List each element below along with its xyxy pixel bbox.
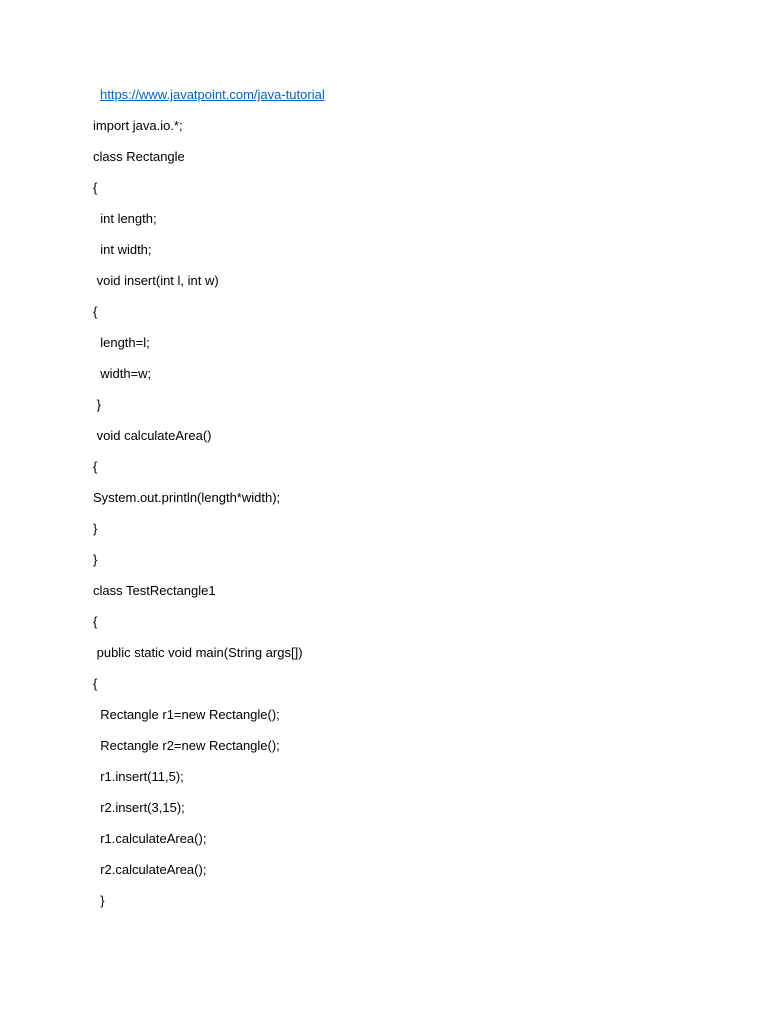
- code-line: }: [93, 521, 98, 536]
- code-line: Rectangle r2=new Rectangle();: [93, 738, 280, 753]
- javatpoint-tutorial-link[interactable]: https://www.javatpoint.com/java-tutorial: [100, 87, 325, 102]
- code-line: }: [93, 893, 105, 908]
- code-line: {: [93, 459, 98, 474]
- code-line: {: [93, 676, 98, 691]
- code-line: r2.calculateArea();: [93, 862, 207, 877]
- code-line: System.out.println(length*width);: [93, 490, 281, 505]
- code-line: {: [93, 180, 98, 195]
- code-line: }: [93, 397, 101, 412]
- code-line: {: [93, 614, 98, 629]
- code-line: Rectangle r1=new Rectangle();: [93, 707, 280, 722]
- code-line: public static void main(String args[]): [93, 645, 303, 660]
- code-line: width=w;: [93, 366, 152, 381]
- code-line: r2.insert(3,15);: [93, 800, 185, 815]
- code-line: {: [93, 304, 98, 319]
- code-line: import java.io.*;: [93, 118, 183, 133]
- code-line: void insert(int l, int w): [93, 273, 219, 288]
- code-line: }: [93, 552, 98, 567]
- code-line: void calculateArea(): [93, 428, 212, 443]
- code-line: r1.insert(11,5);: [93, 769, 184, 784]
- code-line: class TestRectangle1: [93, 583, 216, 598]
- code-listing: [93, 118, 303, 924]
- code-line: int width;: [93, 242, 152, 257]
- code-line: r1.calculateArea();: [93, 831, 207, 846]
- code-line: int length;: [93, 211, 157, 226]
- code-line: length=l;: [93, 335, 150, 350]
- code-line: class Rectangle: [93, 149, 185, 164]
